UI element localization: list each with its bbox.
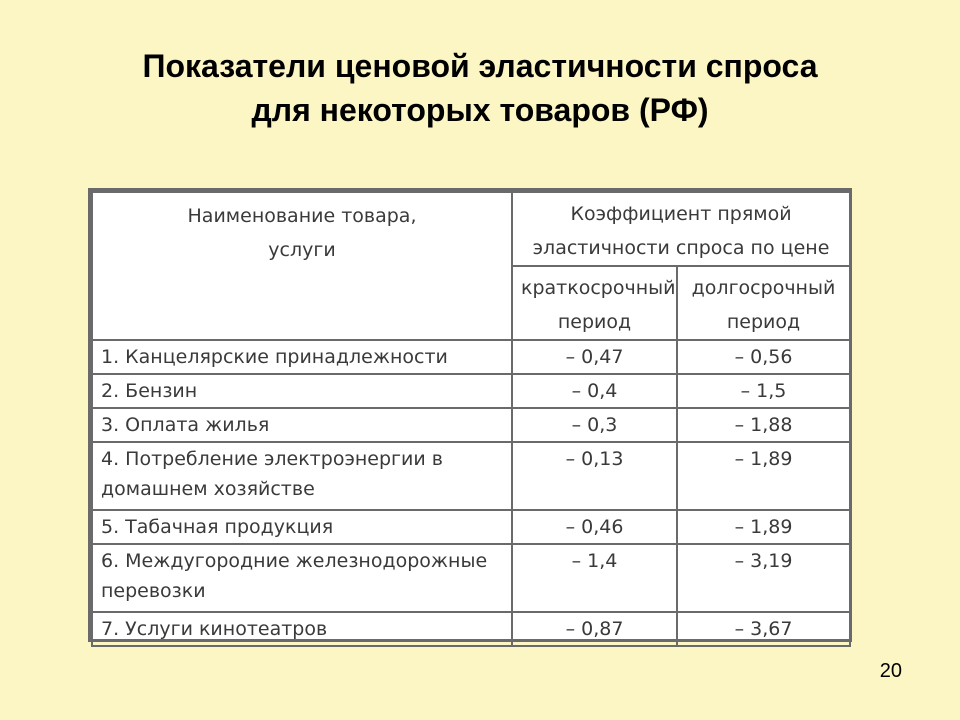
short-term-value: – 0,3 <box>512 408 677 442</box>
product-name-cell <box>92 340 512 374</box>
long-term-value: – 1,89 <box>677 510 850 544</box>
product-name-line-1: 6. Междугородние железнодорожные <box>101 550 488 572</box>
long-term-value: – 1,88 <box>677 408 850 442</box>
product-name-cell <box>92 374 512 408</box>
long-term-value: – 1,89 <box>677 442 850 510</box>
header-coefficient-line-1: Коэффициент прямой <box>570 203 792 225</box>
product-name-cell <box>92 612 512 646</box>
long-term-value: – 3,67 <box>677 612 850 646</box>
product-name-cell <box>92 510 512 544</box>
short-term-value: – 0,87 <box>512 612 677 646</box>
table-row <box>92 544 850 612</box>
header-product-name-line-1: Наименование товара, <box>187 205 417 227</box>
table-row <box>92 374 850 408</box>
product-name-line-2: домашнем хозяйстве <box>101 478 315 500</box>
product-name: 2. Бензин <box>101 380 198 402</box>
header-long-term-line-2: период <box>726 311 801 333</box>
product-name-cell <box>92 442 512 510</box>
elasticity-table <box>88 188 852 642</box>
long-term-value: – 0,56 <box>677 340 850 374</box>
table-row <box>92 612 850 646</box>
page-number: 20 <box>879 660 902 682</box>
product-name: 5. Табачная продукция <box>101 516 334 538</box>
header-long-term <box>677 266 850 340</box>
product-name: 1. Канцелярские принадлежности <box>101 346 448 368</box>
table-row <box>92 510 850 544</box>
product-name: 3. Оплата жилья <box>101 414 270 436</box>
header-coefficient <box>512 192 850 266</box>
product-name: 7. Услуги кинотеатров <box>101 618 328 640</box>
header-short-term-line-1: краткосрочный <box>521 277 676 299</box>
header-long-term-line-1: долгосрочный <box>691 277 836 299</box>
table-row <box>92 408 850 442</box>
product-name-line-2: перевозки <box>101 580 206 602</box>
slide-title-line-2: для некоторых товаров (РФ) <box>251 92 709 128</box>
short-term-value: – 1,4 <box>512 544 677 612</box>
header-coefficient-line-2: эластичности спроса по цене <box>532 237 830 259</box>
product-name-cell <box>92 544 512 612</box>
header-product-name <box>92 192 512 340</box>
long-term-value: – 1,5 <box>677 374 850 408</box>
short-term-value: – 0,46 <box>512 510 677 544</box>
product-name-line-1: 4. Потребление электроэнергии в <box>101 448 443 470</box>
short-term-value: – 0,47 <box>512 340 677 374</box>
short-term-value: – 0,4 <box>512 374 677 408</box>
product-name-cell <box>92 408 512 442</box>
short-term-value: – 0,13 <box>512 442 677 510</box>
long-term-value: – 3,19 <box>677 544 850 612</box>
slide-title-line-1: Показатели ценовой эластичности спроса <box>142 48 818 84</box>
table-row <box>92 442 850 510</box>
slide-title <box>60 44 900 132</box>
header-short-term-line-2: период <box>557 311 632 333</box>
header-product-name-line-2: услуги <box>268 239 336 261</box>
table-row <box>92 340 850 374</box>
header-short-term <box>512 266 677 340</box>
